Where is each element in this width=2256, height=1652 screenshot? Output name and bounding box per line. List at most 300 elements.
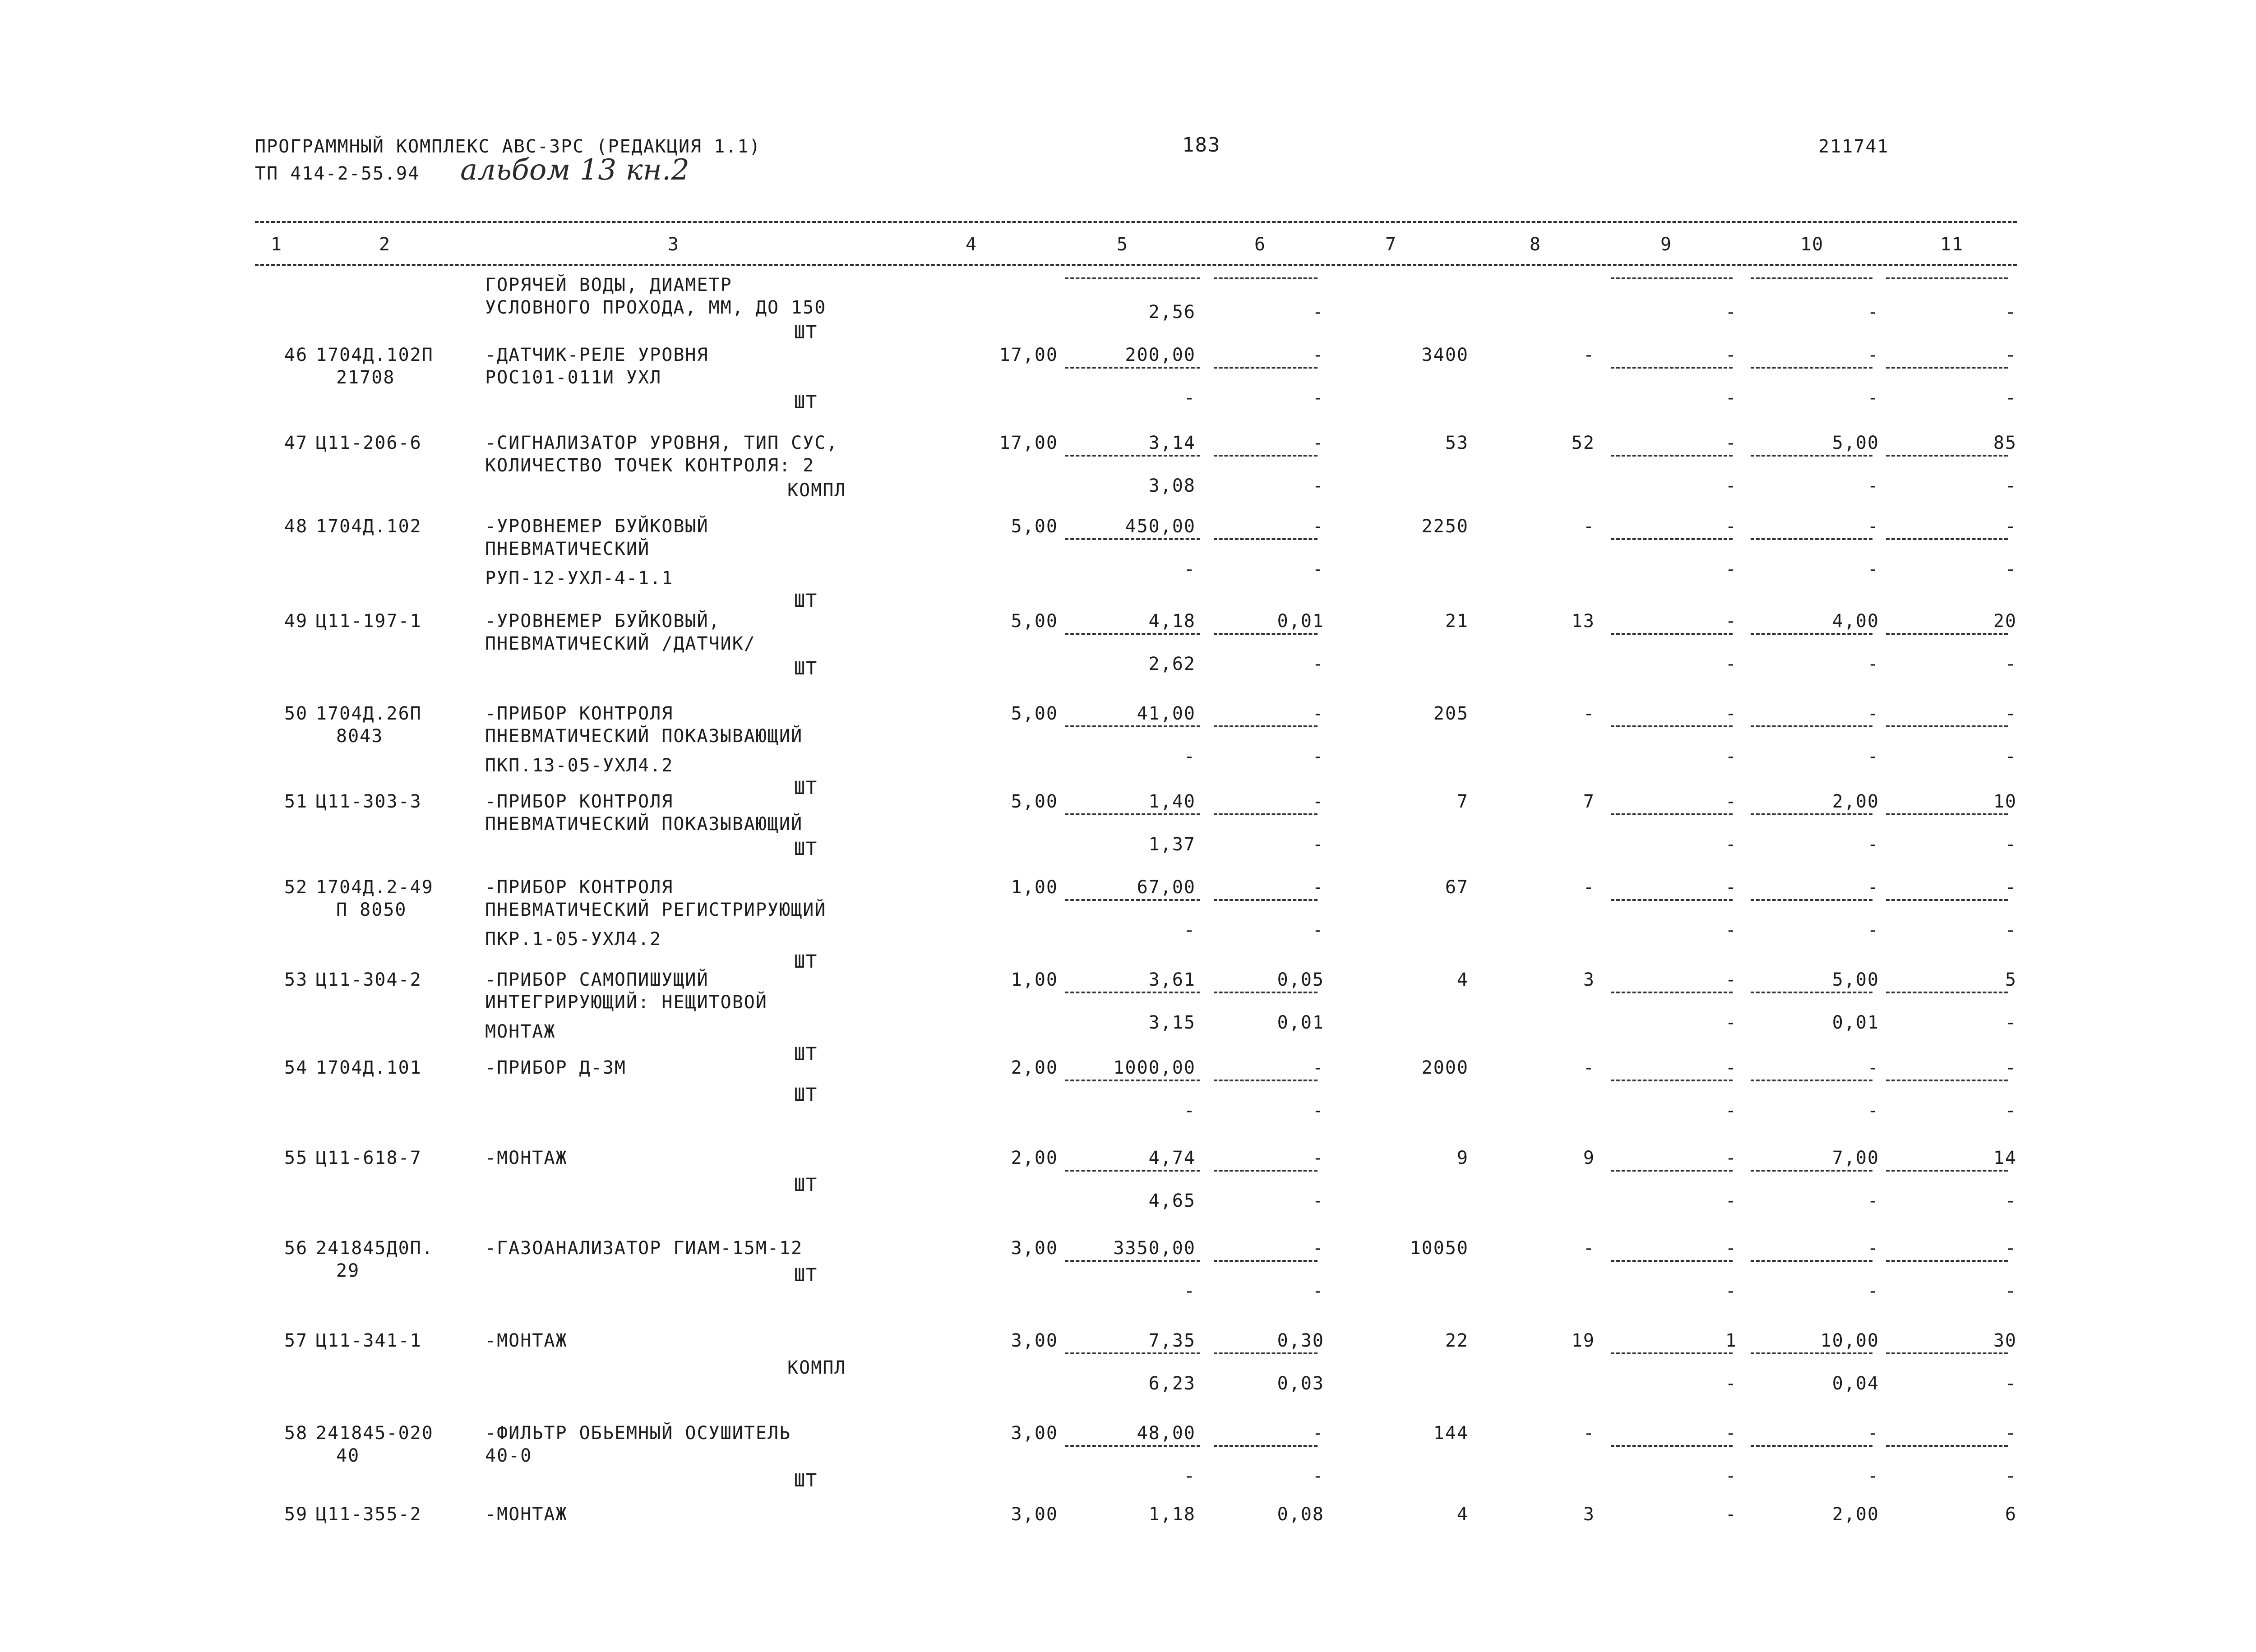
item-description: ГОРЯЧЕЙ ВОДЫ, ДИАМЕТР [485,275,732,295]
total-cost: 4 [1456,969,1469,990]
col9-value: - [1725,433,1737,453]
subtotal-divider [1214,813,1318,815]
col10-sub: - [1867,1100,1879,1121]
subtotal-divider [1214,1170,1318,1172]
subtotal-divider [1611,1445,1733,1447]
col10-value: 2,00 [1832,1504,1879,1525]
subtotal-divider [1065,538,1200,540]
item-description: -МОНТАЖ [485,1148,568,1168]
unit-cost: 450,00 [1125,516,1196,537]
subtotal-divider [1214,1352,1318,1354]
col9-sub: - [1725,475,1737,496]
subtotal-divider [1751,899,1872,901]
col10-sub: - [1867,1281,1879,1301]
unit-label: ШТ [794,591,818,611]
item-code: Ц11-197-1 [316,611,422,632]
col11-sub: - [2005,746,2017,767]
subtotal-divider [1611,1080,1733,1081]
total-cost: 22 [1445,1330,1469,1351]
unit-label: ШТ [794,322,818,343]
item-description: МОНТАЖ [485,1021,556,1042]
col8-value: - [1583,703,1595,724]
col11-sub: - [2005,1100,2017,1121]
col9-sub: - [1725,920,1737,941]
col6-value: - [1312,703,1324,724]
unit-cost: 1,18 [1148,1504,1196,1525]
item-description: -ГАЗОАНАЛИЗАТОР ГИАМ-15М-12 [485,1238,803,1259]
subtotal-divider [1751,455,1872,457]
col10-value: - [1867,1057,1879,1078]
item-code: Ц11-341-1 [316,1330,422,1351]
item-description: -ПРИБОР САМОПИШУЩИЙ [485,969,709,990]
subtotal-divider [1886,455,2008,457]
col10-value: 5,00 [1832,433,1879,453]
col6-value: - [1312,433,1324,453]
subtotal-divider [1611,633,1733,635]
item-description: РОС101-011И УХЛ [485,367,662,388]
col11-value: - [2005,1057,2017,1078]
row-number: 48 [284,516,308,537]
item-code: 1704Д.102П [316,345,434,365]
col6-sub: - [1312,746,1324,767]
subtotal-divider [1611,277,1733,279]
unit-cost: 67,00 [1137,877,1196,898]
subtotal-divider [1751,1260,1872,1262]
col11-sub: - [2005,654,2017,674]
item-description: ПНЕВМАТИЧЕСКИЙ /ДАТЧИК/ [485,633,756,654]
col9-value: 1 [1725,1330,1737,1351]
unit-cost: 200,00 [1125,345,1196,365]
subtotal-divider [1886,1352,2008,1354]
col9-sub: - [1725,1281,1737,1301]
col6-value: 0,30 [1277,1330,1324,1351]
subtotal-divider [1214,277,1318,279]
col6-value: - [1312,1057,1324,1078]
subtotal-divider [1214,899,1318,901]
subtotal-divider [1214,367,1318,369]
col9-sub: - [1725,1012,1737,1033]
col9-sub: - [1725,746,1737,767]
col10-sub: - [1867,834,1879,855]
subtotal-divider [1751,1445,1872,1447]
col8-value: 19 [1571,1330,1595,1351]
row-number: 55 [284,1148,308,1168]
total-cost: 21 [1445,611,1469,632]
item-code: 241845Д0П. [316,1238,434,1259]
item-description: -ПРИБОР КОНТРОЛЯ [485,791,674,812]
col10-value: - [1867,1238,1879,1259]
item-code: 1704Д.2-49 [316,877,434,898]
unit-cost-labor: 3,08 [1148,475,1196,496]
unit-label: КОМПЛ [787,480,846,501]
col11-sub: - [2005,1191,2017,1211]
item-description: КОЛИЧЕСТВО ТОЧЕК КОНТРОЛЯ: 2 [485,455,815,476]
col11-value: 14 [1993,1148,2017,1168]
unit-label: ШТ [794,951,818,972]
col9-sub: - [1725,1191,1737,1211]
subtotal-divider [1065,455,1200,457]
col6-sub: 0,03 [1277,1373,1324,1394]
column-header-6: 6 [1254,234,1267,255]
subtotal-divider [1886,367,2008,369]
subtotal-divider [1886,725,2008,727]
unit-label: ШТ [794,1175,818,1195]
col8-value: 9 [1583,1148,1595,1168]
unit-cost-labor: - [1183,1281,1196,1301]
subtotal-divider [1751,633,1872,635]
item-description: -ФИЛЬТР ОБЬЕМНЫЙ ОСУШИТЕЛЬ [485,1423,791,1444]
page-number: 183 [1182,134,1221,157]
subtotal-divider [1065,899,1200,901]
subtotal-divider [1214,633,1318,635]
unit-cost-labor: - [1183,559,1196,580]
row-number: 52 [284,877,308,898]
col8-value: - [1583,1057,1595,1078]
item-code: 1704Д.101 [316,1057,422,1078]
unit-cost-labor: - [1183,1466,1196,1486]
col6-value: - [1312,791,1324,812]
col11-sub: - [2005,302,2017,323]
subtotal-divider [1886,1260,2008,1262]
col9-value: - [1725,1238,1737,1259]
col11-sub: - [2005,475,2017,496]
col9-sub: - [1725,1373,1737,1394]
subtotal-divider [1065,725,1200,727]
col6-value: - [1312,1148,1324,1168]
subtotal-divider [1065,813,1200,815]
col10-value: - [1867,877,1879,898]
col6-sub: - [1312,920,1324,941]
column-header-9: 9 [1660,234,1673,255]
col8-value: 13 [1571,611,1595,632]
col6-sub: - [1312,1100,1324,1121]
col6-value: 0,05 [1277,969,1324,990]
subtotal-divider [1886,813,2008,815]
row-number: 49 [284,611,308,632]
item-description: ПКР.1-05-УХЛ4.2 [485,929,662,950]
col10-sub: - [1867,1191,1879,1211]
unit-cost-labor: - [1183,388,1196,408]
row-number: 51 [284,791,308,812]
row-number: 59 [284,1504,308,1525]
subtotal-divider [1214,1080,1318,1081]
item-code: Ц11-303-3 [316,791,422,812]
unit-cost: 48,00 [1137,1423,1196,1444]
col9-sub: - [1725,559,1737,580]
unit-label: ШТ [794,658,818,679]
col9-value: - [1725,703,1737,724]
item-description: -УРОВНЕМЕР БУЙКОВЫЙ, [485,611,721,632]
item-description: ПКП.13-05-УХЛ4.2 [485,755,674,776]
quantity: 17,00 [999,433,1058,453]
col10-sub: - [1867,475,1879,496]
col8-value: 3 [1583,1504,1595,1525]
col11-sub: - [2005,388,2017,408]
total-cost: 205 [1433,703,1469,724]
col10-sub: - [1867,388,1879,408]
subtotal-divider [1886,538,2008,540]
total-cost: 53 [1445,433,1469,453]
subtotal-divider [1751,1352,1872,1354]
unit-cost-labor: 6,23 [1148,1373,1196,1394]
item-description: -УРОВНЕМЕР БУЙКОВЫЙ [485,516,709,537]
unit-cost-labor: 2,56 [1148,302,1196,323]
subtotal-divider [1611,725,1733,727]
col10-sub: - [1867,746,1879,767]
col6-value: - [1312,877,1324,898]
row-number: 46 [284,345,308,365]
col9-sub: - [1725,834,1737,855]
col8-value: 52 [1571,433,1595,453]
subtotal-divider [1214,1260,1318,1262]
doc-header-line1: ПРОГРАММНЫЙ КОМПЛЕКС АВС-ЗРС (РЕДАКЦИЯ 1.1) [255,136,761,157]
col10-sub: - [1867,559,1879,580]
col9-value: - [1725,1057,1737,1078]
subtotal-divider [1214,538,1318,540]
col6-sub: - [1312,1466,1324,1486]
subtotal-divider [1886,1170,2008,1172]
quantity: 3,00 [1011,1504,1058,1525]
subtotal-divider [1065,367,1200,369]
column-header-7: 7 [1385,234,1397,255]
col6-value: 0,08 [1277,1504,1324,1525]
unit-cost-labor: 1,37 [1148,834,1196,855]
col11-sub: - [2005,559,2017,580]
subtotal-divider [1611,1260,1733,1262]
quantity: 2,00 [1011,1148,1058,1168]
col8-value: - [1583,345,1595,365]
row-number: 56 [284,1238,308,1259]
unit-cost: 1000,00 [1113,1057,1196,1078]
col11-value: 10 [1993,791,2017,812]
subtotal-divider [1611,455,1733,457]
item-code-sub: 8043 [336,726,384,747]
column-header-8: 8 [1530,234,1542,255]
col11-value: - [2005,1423,2017,1444]
total-cost: 7 [1456,791,1469,812]
col10-sub: - [1867,920,1879,941]
subtotal-divider [1065,277,1200,279]
item-code: Ц11-355-2 [316,1504,422,1525]
col10-sub: - [1867,302,1879,323]
col11-value: 30 [1993,1330,2017,1351]
subtotal-divider [1611,813,1733,815]
item-description: ПНЕВМАТИЧЕСКИЙ [485,539,650,559]
subtotal-divider [1751,725,1872,727]
subtotal-divider [1065,1080,1200,1081]
row-number: 57 [284,1330,308,1351]
doc-number: 211741 [1818,136,1889,157]
quantity: 5,00 [1011,516,1058,537]
col6-sub: - [1312,1281,1324,1301]
col6-value: 0,01 [1277,611,1324,632]
col9-value: - [1725,1148,1737,1168]
subtotal-divider [1751,367,1872,369]
subtotal-divider [1886,633,2008,635]
col11-value: - [2005,877,2017,898]
item-description: -МОНТАЖ [485,1330,568,1351]
subtotal-divider [1751,813,1872,815]
col10-sub: 0,01 [1832,1012,1879,1033]
subtotal-divider [1611,1170,1733,1172]
col6-sub: - [1312,834,1324,855]
row-number: 58 [284,1423,308,1444]
col8-value: - [1583,516,1595,537]
column-header-3: 3 [668,234,680,255]
item-description: ПНЕВМАТИЧЕСКИЙ ПОКАЗЫВАЮЩИЙ [485,814,803,835]
subtotal-divider [1611,1352,1733,1354]
col9-value: - [1725,345,1737,365]
col8-value: 7 [1583,791,1595,812]
subtotal-divider [1751,1080,1872,1081]
subtotal-divider [1751,992,1872,993]
unit-cost: 1,40 [1148,791,1196,812]
col10-value: 10,00 [1820,1330,1879,1351]
col6-value: - [1312,516,1324,537]
col10-value: 2,00 [1832,791,1879,812]
unit-cost-labor: - [1183,920,1196,941]
col11-value: 20 [1993,611,2017,632]
item-description: -ДАТЧИК-РЕЛЕ УРОВНЯ [485,345,709,365]
col10-value: 7,00 [1832,1148,1879,1168]
row-number: 47 [284,433,308,453]
unit-cost: 3,61 [1148,969,1196,990]
col11-value: - [2005,703,2017,724]
col9-value: - [1725,516,1737,537]
column-header-1: 1 [271,234,283,255]
row-number: 50 [284,703,308,724]
col6-sub: - [1312,559,1324,580]
item-code: Ц11-304-2 [316,969,422,990]
col6-value: - [1312,345,1324,365]
quantity: 5,00 [1011,703,1058,724]
col6-value: - [1312,1423,1324,1444]
unit-cost: 4,74 [1148,1148,1196,1168]
col11-sub: - [2005,1373,2017,1394]
col9-sub: - [1725,1466,1737,1486]
col10-value: 4,00 [1832,611,1879,632]
col10-value: - [1867,1423,1879,1444]
subtotal-divider [1886,1080,2008,1081]
item-code-sub: 21708 [336,367,395,388]
quantity: 3,00 [1011,1423,1058,1444]
row-number: 53 [284,969,308,990]
subtotal-divider [1065,1260,1200,1262]
column-header-10: 10 [1800,234,1824,255]
total-cost: 2000 [1421,1057,1469,1078]
unit-label: ШТ [794,1265,818,1286]
unit-cost: 41,00 [1137,703,1196,724]
subtotal-divider [1611,992,1733,993]
col11-value: - [2005,345,2017,365]
subtotal-divider [1214,725,1318,727]
col8-value: - [1583,1423,1595,1444]
unit-cost-labor: 3,15 [1148,1012,1196,1033]
subtotal-divider [1065,1352,1200,1354]
col6-sub: 0,01 [1277,1012,1324,1033]
col9-sub: - [1725,302,1737,323]
row-number: 54 [284,1057,308,1078]
item-description: -ПРИБОР КОНТРОЛЯ [485,703,674,724]
item-code: Ц11-618-7 [316,1148,422,1168]
total-cost: 9 [1456,1148,1469,1168]
item-description: -ПРИБОР Д-3М [485,1057,626,1078]
unit-label: ШТ [794,839,818,859]
unit-cost: 3,14 [1148,433,1196,453]
subtotal-divider [1751,277,1872,279]
col11-sub: - [2005,1466,2017,1486]
quantity: 1,00 [1011,877,1058,898]
column-header-2: 2 [379,234,391,255]
doc-header-line2: ТП 414-2-55.94 [255,163,420,184]
col9-value: - [1725,1423,1737,1444]
col6-sub: - [1312,388,1324,408]
col9-value: - [1725,611,1737,632]
col11-value: 6 [2005,1504,2017,1525]
item-code-sub: 40 [336,1445,360,1466]
unit-label: ШТ [794,392,818,413]
col9-sub: - [1725,654,1737,674]
subtotal-divider [1886,992,2008,993]
unit-label: ШТ [794,778,818,798]
column-header-4: 4 [966,234,978,255]
unit-cost-labor: 2,62 [1148,654,1196,674]
item-code-sub: П 8050 [336,900,407,920]
column-header-5: 5 [1117,234,1129,255]
col8-value: 3 [1583,969,1595,990]
col11-value: - [2005,516,2017,537]
total-cost: 144 [1433,1423,1469,1444]
col10-value: - [1867,516,1879,537]
col11-value: 5 [2005,969,2017,990]
col10-sub: - [1867,1466,1879,1486]
col10-value: 5,00 [1832,969,1879,990]
subtotal-divider [1065,1170,1200,1172]
col9-value: - [1725,1504,1737,1525]
subtotal-divider [1065,1445,1200,1447]
unit-cost-labor: - [1183,1100,1196,1121]
item-description: 40-0 [485,1445,532,1466]
item-description: ИНТЕГРИРУЮЩИЙ: НЕЩИТОВОЙ [485,992,767,1013]
column-header-11: 11 [1940,234,1964,255]
col11-sub: - [2005,834,2017,855]
col11-value: 85 [1993,433,2017,453]
col10-sub: 0,04 [1832,1373,1879,1394]
quantity: 17,00 [999,345,1058,365]
item-code: 241845-020 [316,1423,434,1444]
item-code-sub: 29 [336,1260,360,1281]
col9-value: - [1725,877,1737,898]
total-cost: 67 [1445,877,1469,898]
col8-value: - [1583,1238,1595,1259]
total-cost: 2250 [1421,516,1469,537]
quantity: 5,00 [1011,611,1058,632]
unit-cost: 3350,00 [1113,1238,1196,1259]
item-description: ПНЕВМАТИЧЕСКИЙ ПОКАЗЫВАЮЩИЙ [485,726,803,747]
unit-label: ШТ [794,1470,818,1491]
quantity: 3,00 [1011,1238,1058,1259]
quantity: 5,00 [1011,791,1058,812]
total-cost: 4 [1456,1504,1469,1525]
unit-cost: 4,18 [1148,611,1196,632]
subtotal-divider [1611,899,1733,901]
col9-value: - [1725,969,1737,990]
subtotal-divider [1886,899,2008,901]
total-cost: 10050 [1410,1238,1469,1259]
quantity: 2,00 [1011,1057,1058,1078]
item-code: 1704Д.102 [316,516,422,537]
subtotal-divider [1065,992,1200,993]
